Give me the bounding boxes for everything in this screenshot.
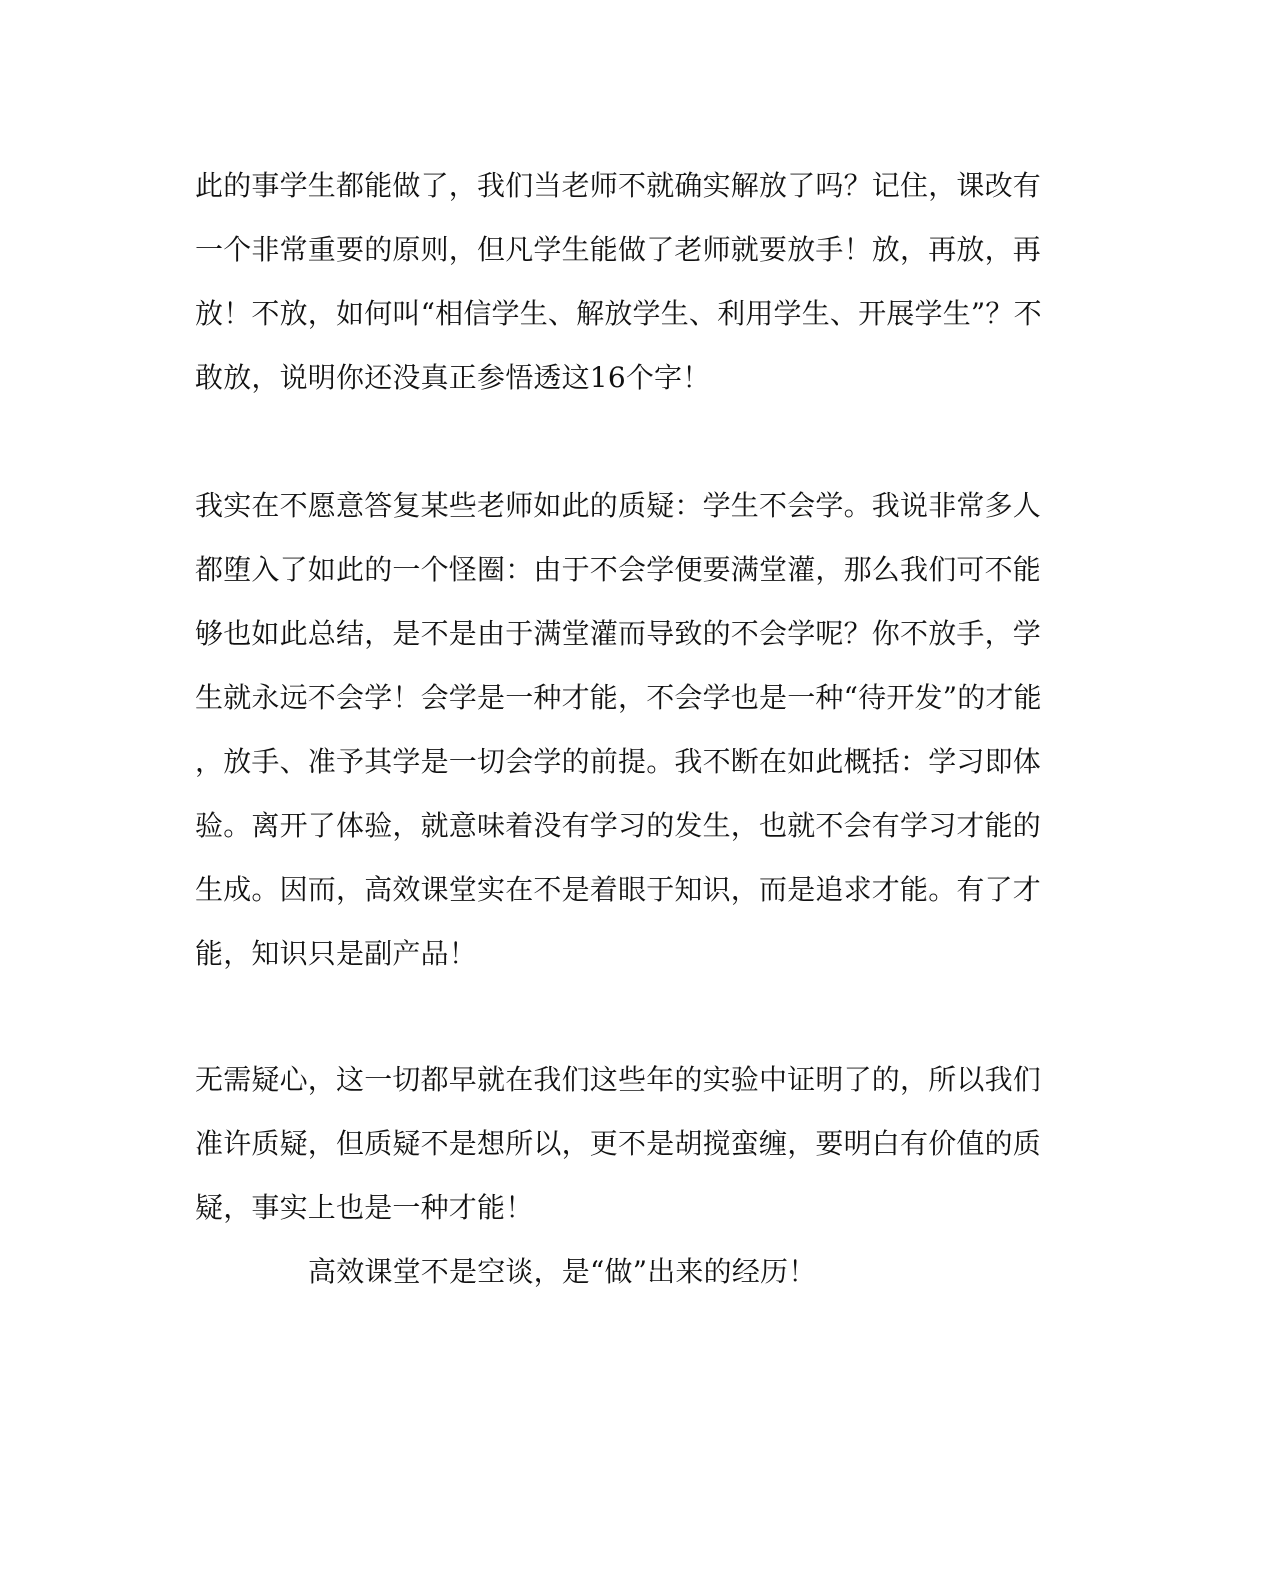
- text-line: 此的事学生都能做了，我们当老师不就确实解放了吗？记住，课改有: [195, 169, 1042, 202]
- text-line: 敢放，说明你还没真正参悟透这16个字！: [195, 361, 711, 394]
- text-line: 放！不放，如何叫“相信学生、解放学生、利用学生、开展学生”？不: [195, 297, 1042, 330]
- text-line: 够也如此总结，是不是由于满堂灌而导致的不会学呢？你不放手，学: [195, 617, 1042, 650]
- text-line: ，放手、准予其学是一切会学的前提。我不断在如此概括：学习即体: [195, 745, 1042, 778]
- text-line: 高效课堂不是空谈，是“做”出来的经历！: [308, 1255, 817, 1288]
- paragraph-1: [195, 154, 1055, 410]
- paragraph-3: [195, 1048, 1055, 1240]
- text-line: 验。离开了体验，就意味着没有学习的发生，也就不会有学习才能的: [195, 809, 1042, 842]
- closing-line: [308, 1240, 1168, 1304]
- text-line: 生就永远不会学！会学是一种才能，不会学也是一种“待开发”的才能: [195, 681, 1042, 714]
- text-line: 疑，事实上也是一种才能！: [195, 1191, 534, 1224]
- text-line: 一个非常重要的原则，但凡学生能做了老师就要放手！放，再放，再: [195, 233, 1042, 266]
- text-line: 无需疑心，这一切都早就在我们这些年的实验中证明了的，所以我们: [195, 1063, 1042, 1096]
- text-line: 都堕入了如此的一个怪圈：由于不会学便要满堂灌，那么我们可不能: [195, 553, 1042, 586]
- paragraph-2: [195, 474, 1055, 986]
- text-line: 生成。因而，高效课堂实在不是着眼于知识，而是追求才能。有了才: [195, 873, 1042, 906]
- text-line: 能，知识只是副产品！: [195, 937, 478, 970]
- text-line: 我实在不愿意答复某些老师如此的质疑：学生不会学。我说非常多人: [195, 489, 1042, 522]
- text-line: 准许质疑，但质疑不是想所以，更不是胡搅蛮缠，要明白有价值的质: [195, 1127, 1042, 1160]
